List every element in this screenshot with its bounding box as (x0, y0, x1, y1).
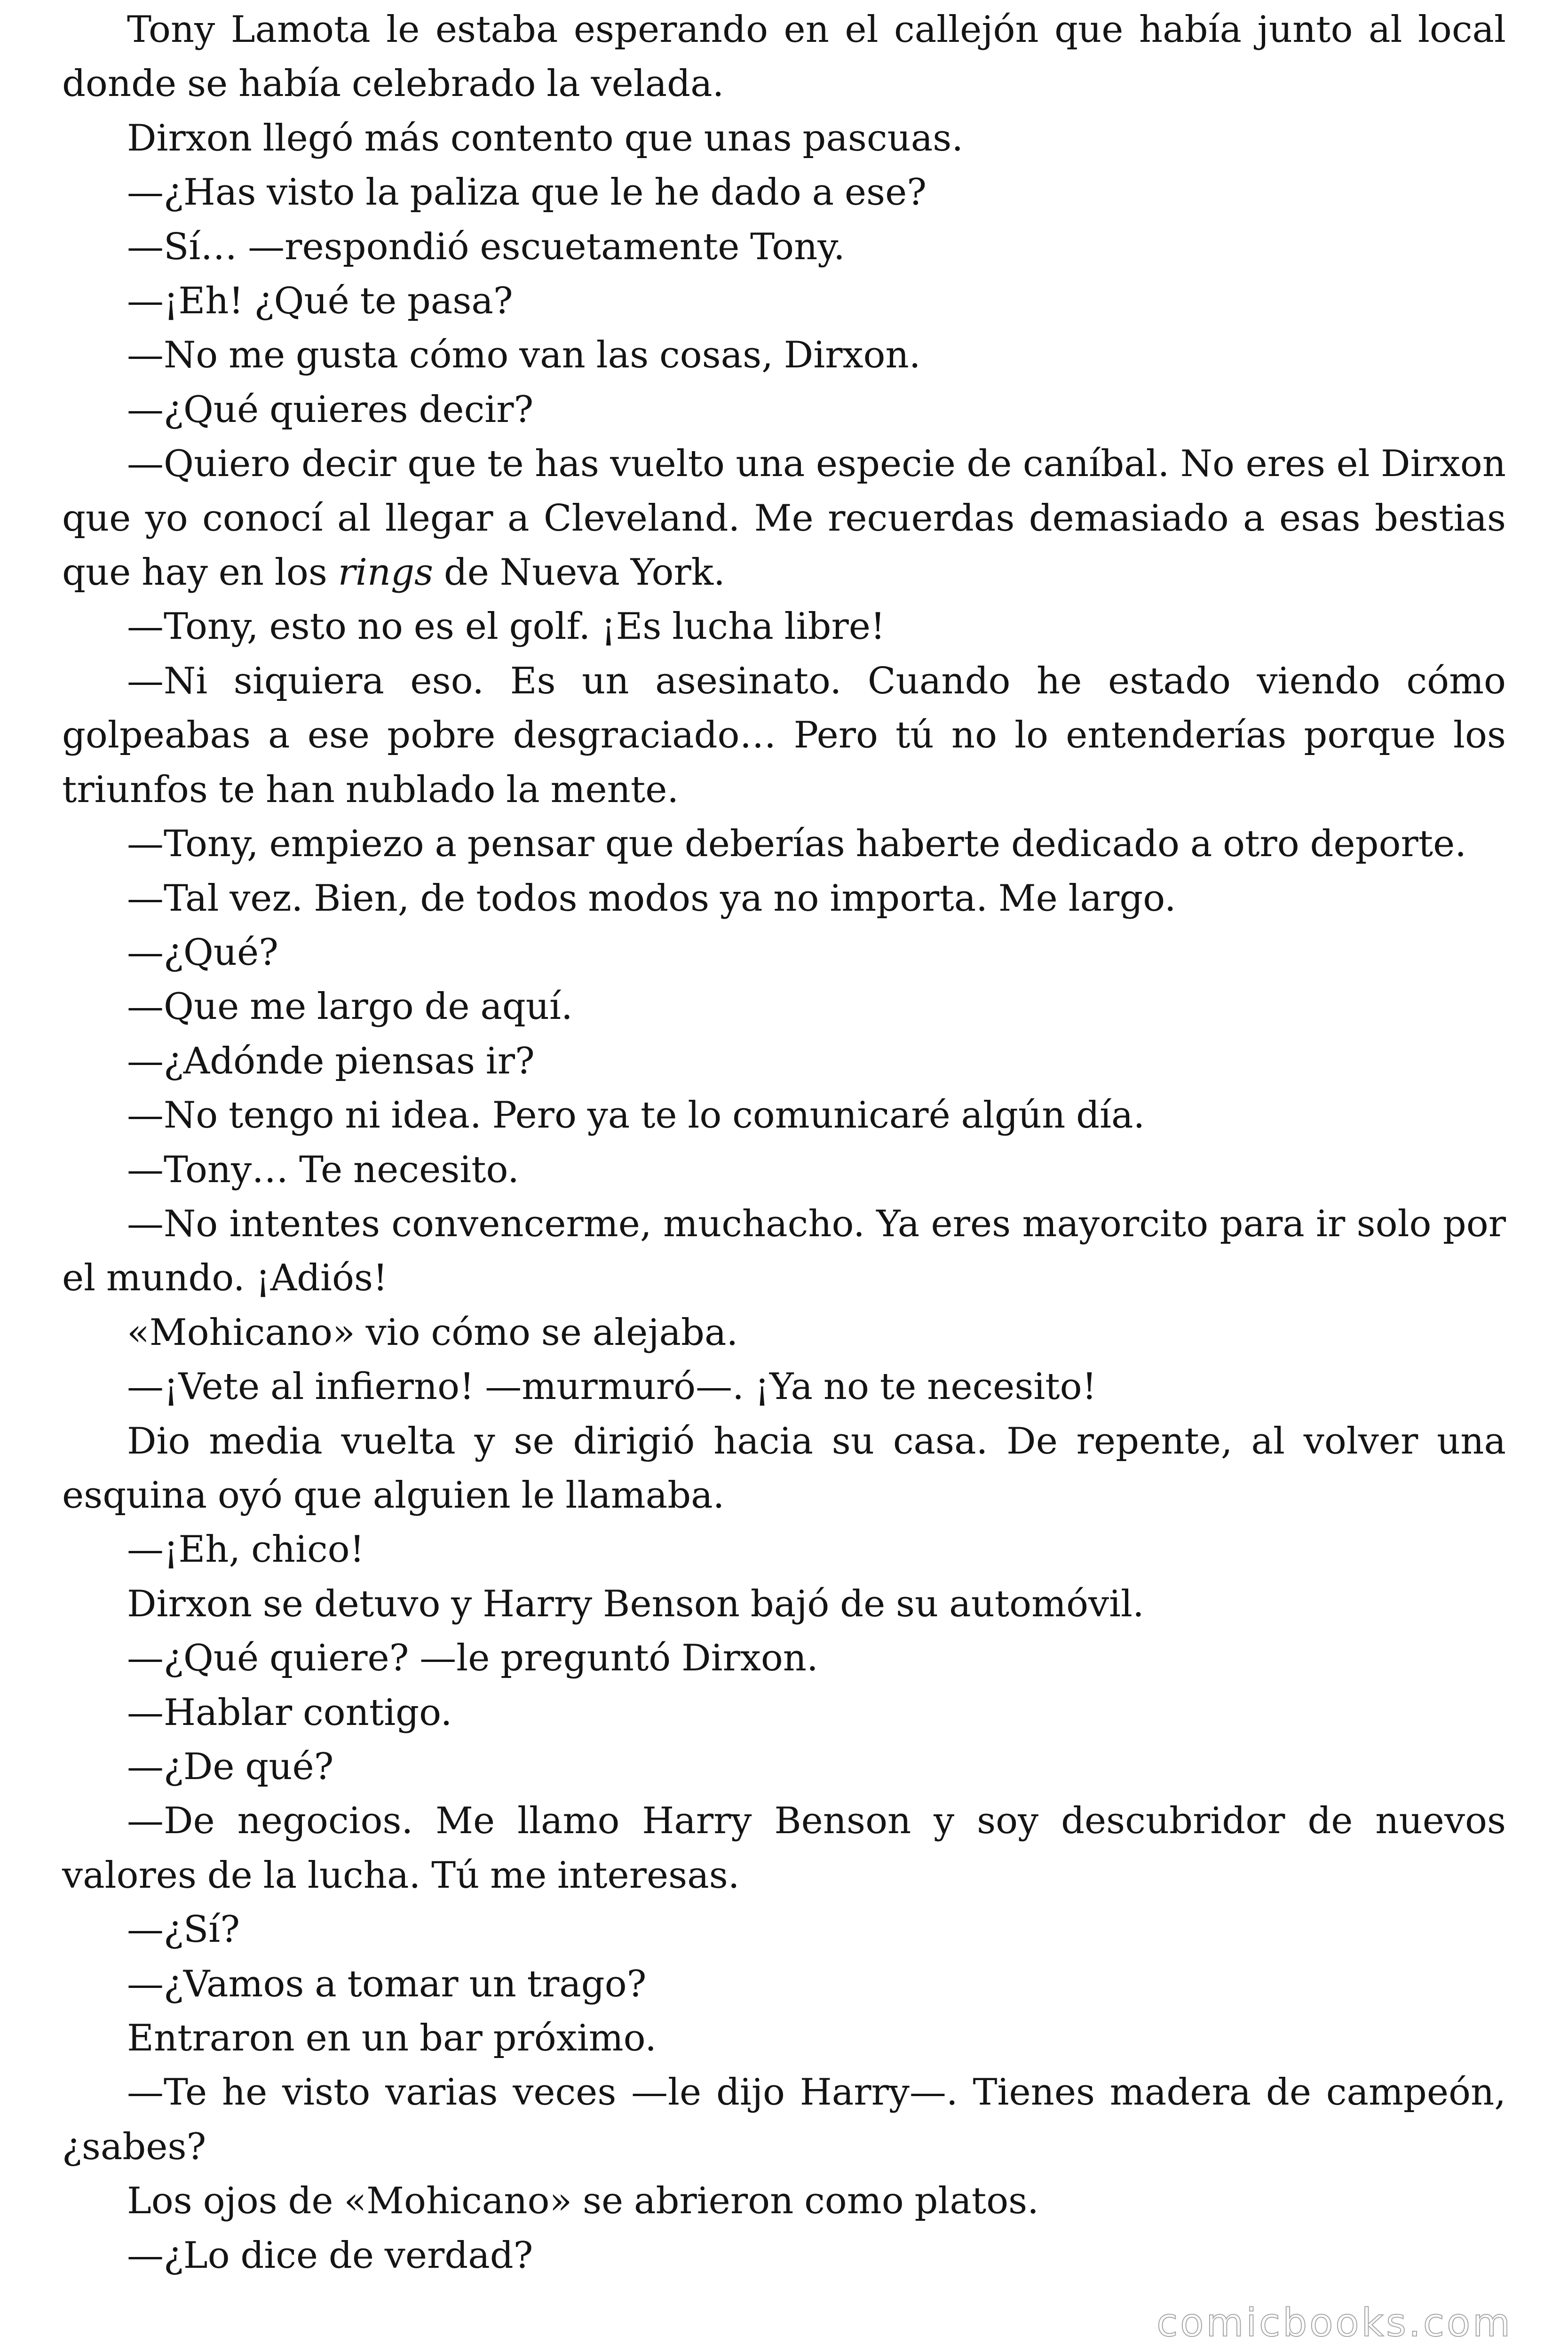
watermark: comicbooks.com (1156, 2301, 1513, 2345)
paragraph-2 (62, 111, 1506, 166)
paragraph-text: Los ojos de «Mohicano» se abrieron como platos. (127, 2180, 1039, 2223)
paragraph-text: —Hablar contigo. (127, 1691, 452, 1734)
paragraph-9 (62, 600, 1506, 654)
text-column (62, 3, 1506, 2283)
paragraph-text: —Que me largo de aquí. (127, 985, 573, 1028)
paragraph-22 (62, 1523, 1506, 1577)
paragraph-18 (62, 1197, 1506, 1306)
paragraph-text: Dirxon llegó más contento que unas pascuas. (127, 117, 964, 159)
paragraph-text: —No intentes convencerme, muchacho. Ya eres mayorcito para ir solo por el mundo. ¡Adiós! (62, 1202, 1506, 1300)
paragraph-text: —¿Adónde piensas ir? (127, 1040, 535, 1082)
paragraph-15 (62, 1034, 1506, 1089)
paragraph-25 (62, 1686, 1506, 1740)
paragraph-27 (62, 1794, 1506, 1903)
paragraph-text: —¡Eh, chico! (127, 1528, 364, 1571)
paragraph-text: —Tony, esto no es el golf. ¡Es lucha libre! (127, 605, 886, 648)
paragraph-text: —Tal vez. Bien, de todos modos ya no importa. Me largo. (127, 877, 1176, 920)
paragraph-33 (62, 2229, 1506, 2283)
paragraph-13 (62, 926, 1506, 980)
paragraph-text: —Sí… —respondió escuetamente Tony. (127, 225, 845, 268)
paragraph-10 (62, 654, 1506, 817)
paragraph-7 (62, 383, 1506, 437)
paragraph-text: —No me gusta cómo van las cosas, Dirxon. (127, 334, 921, 377)
paragraph-4 (62, 220, 1506, 274)
paragraph-23 (62, 1577, 1506, 1631)
paragraph-28 (62, 1903, 1506, 1957)
paragraph-text: Dio media vuelta y se dirigió hacia su casa. De repente, al volver una esquina oyó que alguien le llamaba. (62, 1420, 1506, 1517)
paragraph-31 (62, 2066, 1506, 2174)
paragraph-26 (62, 1740, 1506, 1794)
paragraph-text: —Ni siquiera eso. Es un asesinato. Cuando he estado viendo cómo golpeabas a ese pobre desgraciado… Pero tú no lo entenderías porque los triunfos te han nublado la mente. (62, 660, 1506, 811)
paragraph-text: —Tony… Te necesito. (127, 1148, 519, 1191)
paragraph-17 (62, 1143, 1506, 1197)
paragraph-5 (62, 274, 1506, 328)
paragraph-text: —¿Sí? (127, 1908, 240, 1951)
paragraph-text: —Quiero decir que te has vuelto una especie de caníbal. No eres el Dirxon que yo conocí al llegar a Cleveland. Me recuerdas demasiado a esas bestias que hay en los (62, 443, 1506, 594)
paragraph-text: —¿Lo dice de verdad? (127, 2234, 533, 2277)
paragraph-24 (62, 1631, 1506, 1685)
paragraph-text: —¿Qué quieres decir? (127, 388, 534, 431)
paragraph-21 (62, 1414, 1506, 1523)
paragraph-text: «Mohicano» vio cómo se alejaba. (127, 1311, 738, 1354)
paragraph-text: —¿Qué quiere? —le preguntó Dirxon. (127, 1637, 818, 1680)
paragraph-text: —¿Has visto la paliza que le he dado a ese? (127, 171, 927, 214)
paragraph-text: —De negocios. Me llamo Harry Benson y soy descubridor de nuevos valores de la lucha. Tú me interesas. (62, 1800, 1506, 1897)
paragraph-text: —¿Qué? (127, 931, 278, 974)
paragraph-text: —¡Eh! ¿Qué te pasa? (127, 280, 513, 323)
paragraph-text: —¡Vete al infierno! —murmuró—. ¡Ya no te necesito! (127, 1366, 1097, 1408)
paragraph-30 (62, 2011, 1506, 2066)
paragraph-3 (62, 166, 1506, 220)
paragraph-12 (62, 872, 1506, 926)
paragraph-8 (62, 437, 1506, 600)
paragraph-text: —¿De qué? (127, 1746, 334, 1788)
paragraph-19 (62, 1306, 1506, 1360)
paragraph-11 (62, 817, 1506, 871)
paragraph-text: —Te he visto varias veces —le dijo Harry—. Tienes madera de campeón, ¿sabes? (62, 2071, 1506, 2168)
paragraph-text: Tony Lamota le estaba esperando en el callejón que había junto al local donde se había celebrado la velada. (62, 8, 1506, 105)
paragraph-29 (62, 1957, 1506, 2011)
paragraph-text: Dirxon se detuvo y Harry Benson bajó de su automóvil. (127, 1582, 1144, 1625)
paragraph-text: de Nueva York. (433, 551, 725, 594)
paragraph-14 (62, 980, 1506, 1034)
paragraph-20 (62, 1360, 1506, 1414)
paragraph-1 (62, 3, 1506, 111)
paragraph-6 (62, 328, 1506, 382)
paragraph-text: —No tengo ni idea. Pero ya te lo comunicaré algún día. (127, 1094, 1145, 1137)
paragraph-text: Entraron en un bar próximo. (127, 2017, 657, 2060)
paragraph-32 (62, 2174, 1506, 2228)
italic-word: rings (338, 551, 434, 594)
paragraph-text: —Tony, empiezo a pensar que deberías haberte dedicado a otro deporte. (127, 823, 1467, 866)
paragraph-text: —¿Vamos a tomar un trago? (127, 1963, 647, 2005)
paragraph-16 (62, 1089, 1506, 1143)
